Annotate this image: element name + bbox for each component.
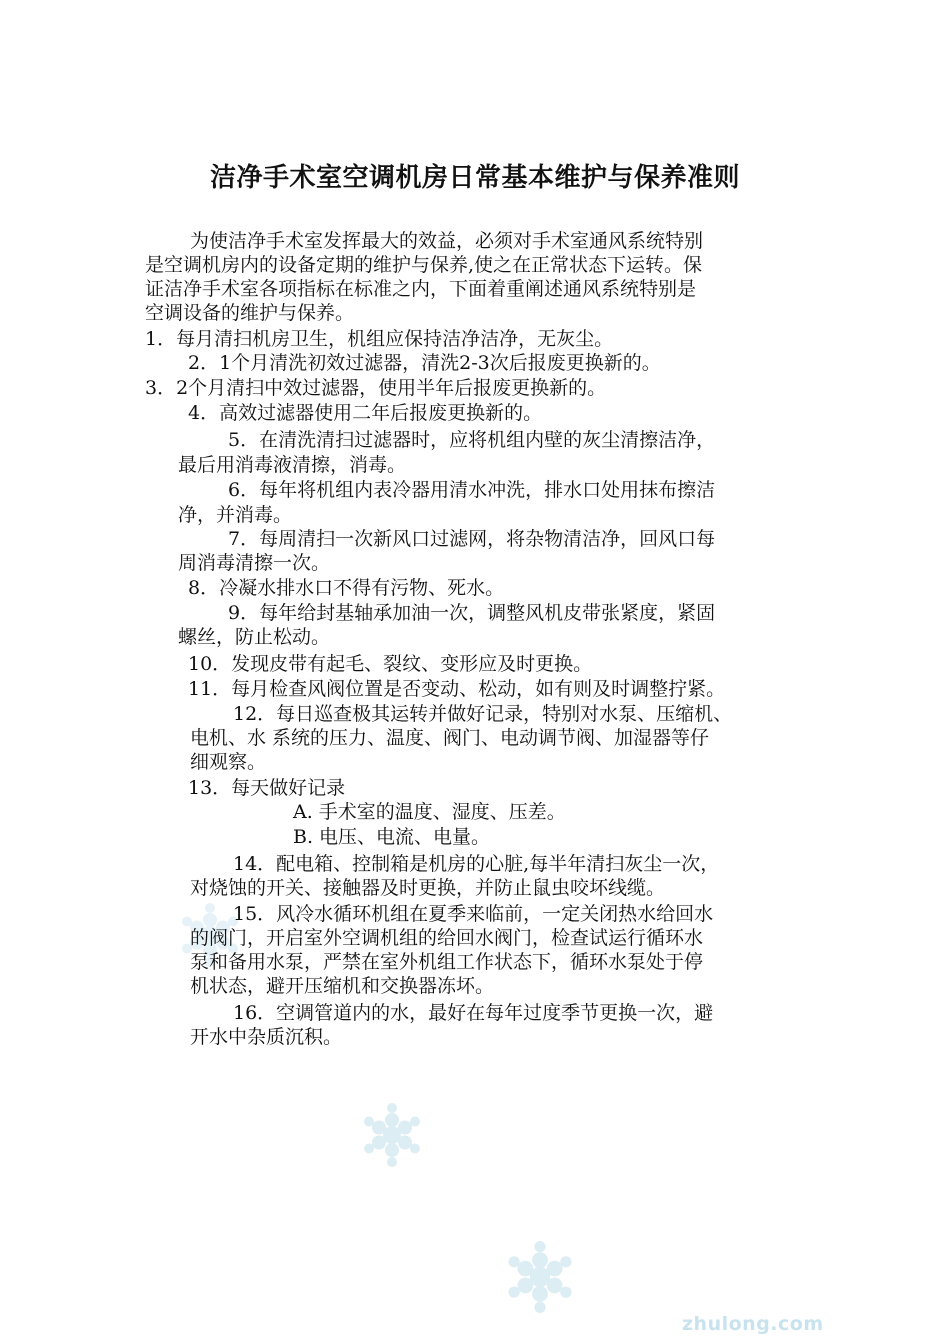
- list-item: 9．每年给封基轴承加油一次，调整风机皮带张紧度，紧固: [228, 602, 716, 624]
- list-item-continuation: 开水中杂质沉积。: [190, 1026, 343, 1048]
- list-item: 2．1个月清洗初效过滤器，清洗2-3次后报废更换新的。: [188, 352, 661, 374]
- paragraph-line: 为使洁净手术室发挥最大的效益，必须对手术室通风系统特别: [190, 230, 704, 252]
- list-item-continuation: 机状态，避开压缩机和交换器冻坏。: [190, 975, 495, 997]
- list-item: 16．空调管道内的水，最好在每年过度季节更换一次，避: [233, 1002, 714, 1024]
- snowflake-watermark-icon: [495, 1232, 585, 1322]
- list-item: 15．风冷水循环机组在夏季来临前，一定关闭热水给回水: [233, 903, 714, 925]
- list-item-continuation: 最后用消毒液清擦，消毒。: [178, 454, 407, 476]
- list-item: 5．在清洗清扫过滤器时，应将机组内壁的灰尘清擦洁净，: [228, 429, 716, 451]
- list-item: 8．冷凝水排水口不得有污物、死水。: [188, 577, 505, 599]
- list-item: 12．每日巡查极其运转并做好记录，特别对水泵、压缩机、: [233, 703, 733, 725]
- list-item-continuation: 电机、水 系统的压力、温度、阀门、电动调节阀、加湿器等仔: [190, 727, 710, 749]
- list-item-continuation: 的阀门，开启室外空调机组的给回水阀门，检查试运行循环水: [190, 927, 704, 949]
- paragraph-line: 证洁净手术室各项指标在标准之内，下面着重阐述通风系统特别是: [145, 278, 697, 300]
- list-item: 13．每天做好记录: [188, 777, 346, 799]
- sub-list-item: B. 电压、电流、电量。: [293, 826, 491, 848]
- list-item: 7．每周清扫一次新风口过滤网，将杂物清洁净，回风口每: [228, 528, 716, 550]
- list-item-continuation: 对烧蚀的开关、接触器及时更换，并防止鼠虫咬坏线缆。: [190, 877, 666, 899]
- list-item: 14．配电箱、控制箱是机房的心脏,每半年清扫灰尘一次，: [233, 853, 720, 875]
- list-item: 6．每年将机组内表冷器用清水冲洗，排水口处用抹布擦洁: [228, 479, 716, 501]
- list-item-continuation: 细观察。: [190, 751, 267, 773]
- document-title: 洁净手术室空调机房日常基本维护与保养准则: [209, 163, 740, 193]
- list-item: 10．发现皮带有起毛、裂纹、变形应及时更换。: [188, 653, 593, 675]
- paragraph-line: 空调设备的维护与保养。: [145, 302, 355, 324]
- sub-list-item: A. 手术室的温度、湿度、压差。: [293, 801, 566, 823]
- list-item: 1．每月清扫机房卫生，机组应保持洁净洁净，无灰尘。: [145, 328, 614, 350]
- watermark-brand: zhulong.com: [682, 1313, 824, 1335]
- list-item-continuation: 泵和备用水泵，严禁在室外机组工作状态下，循环水泵处于停: [190, 951, 704, 973]
- list-item-continuation: 螺丝，防止松动。: [178, 626, 331, 648]
- paragraph-line: 是空调机房内的设备定期的维护与保养,使之在正常状态下运转。保: [145, 254, 703, 276]
- list-item-continuation: 周消毒清擦一次。: [178, 552, 331, 574]
- list-item: 4．高效过滤器使用二年后报废更换新的。: [188, 402, 543, 424]
- snowflake-watermark-icon: [352, 1095, 432, 1175]
- list-item: 3．2个月清扫中效过滤器，使用半年后报废更换新的。: [145, 377, 607, 399]
- list-item-continuation: 净，并消毒。: [178, 504, 293, 526]
- list-item: 11．每月检查风阀位置是否变动、松动，如有则及时调整拧紧。: [188, 678, 726, 700]
